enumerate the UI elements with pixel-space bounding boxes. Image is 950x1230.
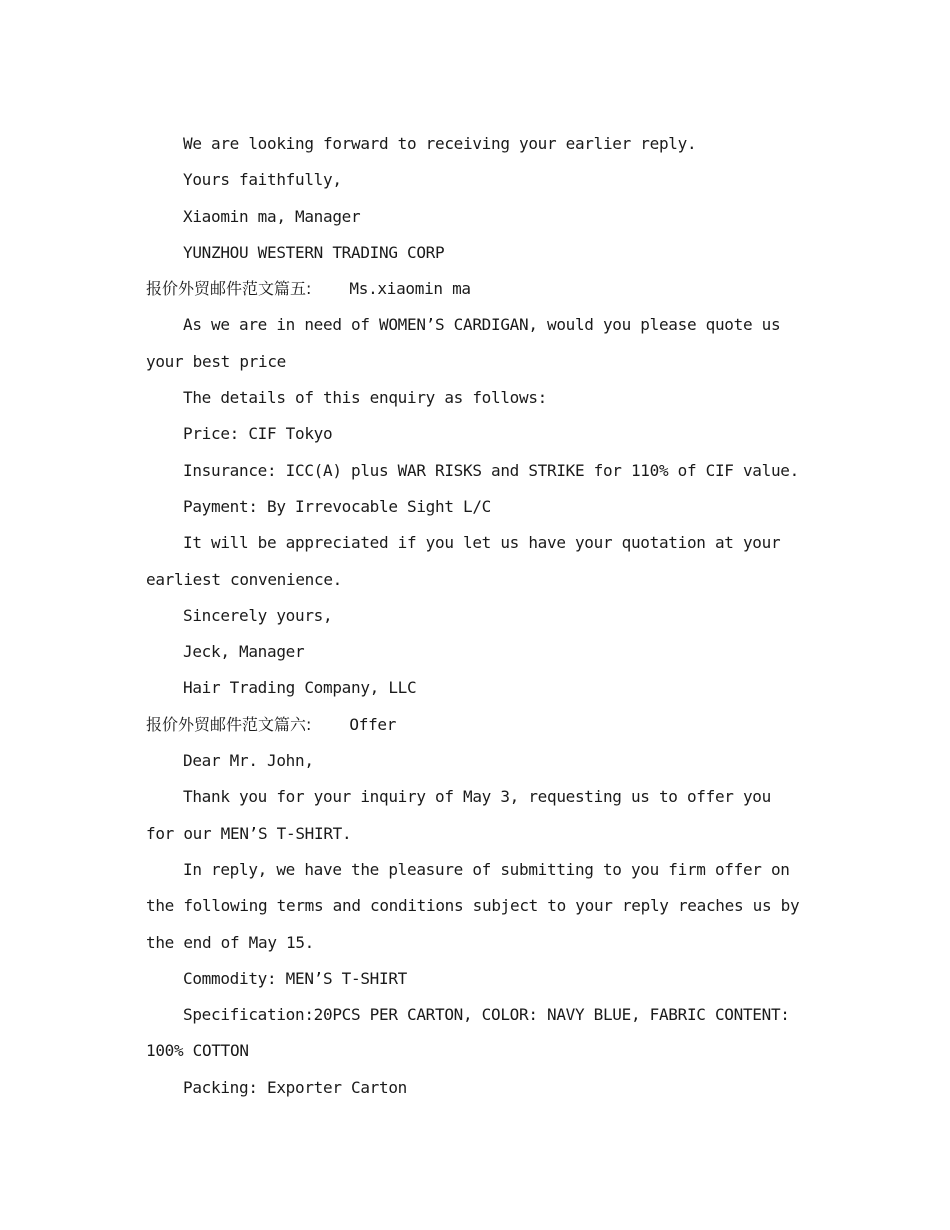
sign-off: Yours faithfully, [183,170,342,190]
section-heading-label: 报价外贸邮件范文篇五: [146,279,312,299]
term-packing: Packing: Exporter Carton [183,1077,407,1097]
signature-name: Xiaomin ma, Manager [183,206,361,226]
section-heading-recipient: Ms.xiaomin ma [349,279,471,299]
term-commodity: Commodity: MEN’S T-SHIRT [183,968,407,988]
term-price: Price: CIF Tokyo [183,424,333,444]
offer-terms-intro: In reply, we have the pleasure of submitting to you firm offer on the following terms and conditions subject to your reply reaches us by the end of May 15. [146,859,800,952]
signature-name: Jeck, Manager [183,642,305,662]
section-heading-five [146,271,806,307]
signature-company: Hair Trading Company, LLC [183,678,417,698]
salutation: Dear Mr. John, [183,751,314,771]
term-specification: Specification:20PCS PER CARTON, COLOR: NAVY BLUE, FABRIC CONTENT: 100% COTTON [146,1005,790,1061]
enquiry-closing: It will be appreciated if you let us have your quotation at your earliest convenience. [146,533,781,589]
term-insurance: Insurance: ICC(A) plus WAR RISKS and STRIKE for 110% of CIF value. [183,460,799,480]
term-payment: Payment: By Irrevocable Sight L/C [183,496,491,516]
closing-line: We are looking forward to receiving your earlier reply. [183,134,697,153]
sign-off: Sincerely yours, [183,605,333,625]
enquiry-details-intro: The details of this enquiry as follows: [183,388,547,408]
section-heading-subject: Offer [349,714,397,734]
section-heading-label: 报价外贸邮件范文篇六: [146,714,312,734]
enquiry-intro: As we are in need of WOMEN’S CARDIGAN, would you please quote us your best price [146,315,781,371]
document-body [146,126,806,1106]
section-heading-six [146,707,806,743]
offer-intro: Thank you for your inquiry of May 3, requesting us to offer you for our MEN’S T-SHIRT. [146,787,771,843]
signature-company: YUNZHOU WESTERN TRADING CORP [183,242,445,262]
